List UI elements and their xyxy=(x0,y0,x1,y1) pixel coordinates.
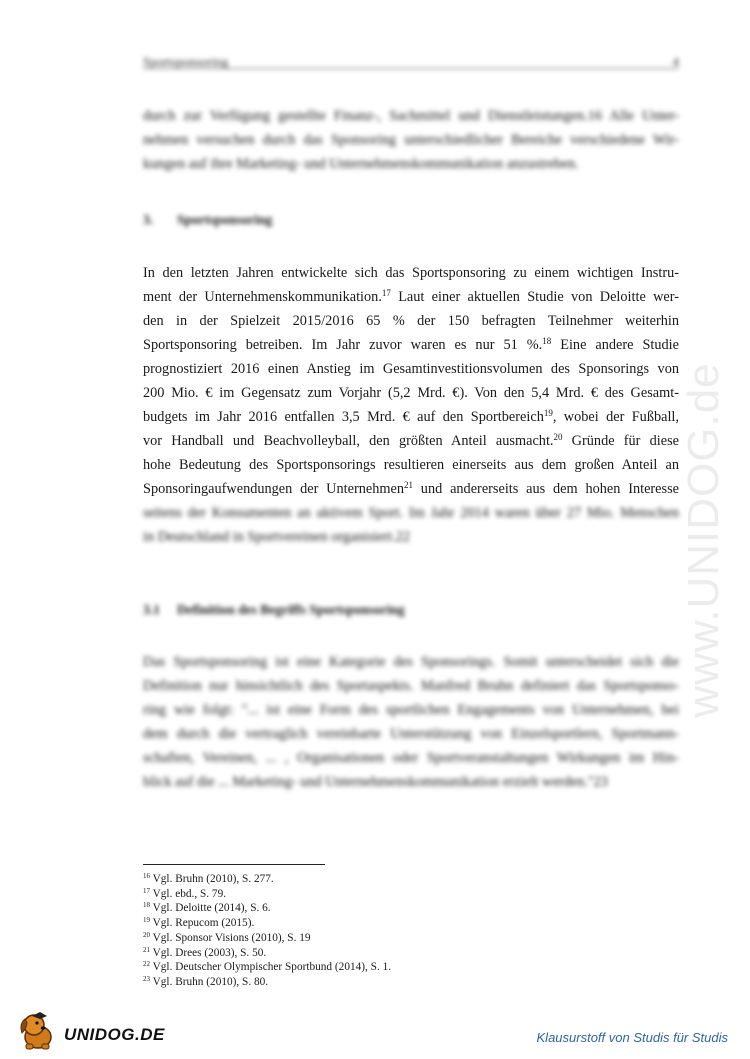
body-paragraph xyxy=(143,261,679,501)
footnote: $^{16}$ Vgl. Bruhn (2010), S. 277. xyxy=(143,872,274,885)
footnote-ref: 20 xyxy=(553,432,563,442)
intro-line: kungen auf ihre Marketing- und Unternehmenskommunikation anzustreben. xyxy=(143,156,579,172)
blurred-continuation xyxy=(143,501,679,549)
unidog-logo[interactable] xyxy=(14,1010,164,1050)
body-line: vor Handball und Beachvolleyball, den größten Anteil ausmacht.$^{20}$ Gründe für diese xyxy=(143,432,679,449)
running-header xyxy=(143,54,679,70)
body-line: 200 Mio. € im Gegensatz zum Vorjahr (5,2 Mrd. €). Von den 5,4 Mrd. € des Gesamt- xyxy=(143,385,679,401)
body-line: den in der Spielzeit 2015/2016 65 % der 150 befragten Teilnehmer weiterhin xyxy=(143,313,679,329)
body-line: Definition nur hinsichtlich des Sportaspekts. Manfred Bruhn definiert das Sportsponso- xyxy=(143,678,679,694)
section-title: Definition des Begriffs Sportsponsoring xyxy=(177,602,405,617)
watermark: www.UNIDOG.de xyxy=(679,362,728,718)
body-line: Das Sportsponsoring ist eine Kategorie des Sponsorings. Somit unterscheidet sich die xyxy=(143,654,679,670)
header-rule xyxy=(143,68,679,69)
section-heading-3-1 xyxy=(143,602,405,618)
body-line: seitens der Konsumenten an aktivem Sport. Im Jahr 2014 waren über 27 Mio. Menschen xyxy=(143,505,679,521)
footnote-ref: 19 xyxy=(543,408,553,418)
logo-text: UNIDOG.DE xyxy=(64,1025,165,1044)
intro-line: durch zur Verfügung gestellte Finanz-, Sachmittel und Dienstleistungen.16 Alle Unter- xyxy=(143,108,679,124)
footnote: $^{20}$ Vgl. Sponsor Visions (2010), S. 19 xyxy=(143,930,311,944)
section-heading-3 xyxy=(143,212,272,228)
intro-paragraph xyxy=(143,104,679,176)
footnotes xyxy=(143,872,543,990)
body-line: ment der Unternehmenskommunikation.$^{17}$ Laut einer aktuellen Studie von Deloitte wer- xyxy=(143,288,679,305)
footnote: $^{21}$ Vgl. Drees (2003), S. 50. xyxy=(143,945,267,959)
body-line: dem durch die vertraglich vereinbarte Unterstützung von Einzelsportlern, Sportmann- xyxy=(143,726,679,742)
section-number: 3.1 xyxy=(143,602,160,617)
body-line: budgets im Jahr 2016 entfallen 3,5 Mrd. € auf den Sportbereich$^{19}$, wobei der Fußball, xyxy=(143,408,679,425)
footnote: $^{19}$ Vgl. Repucom (2015). xyxy=(143,916,255,930)
body-line: prognostiziert 2016 einen Anstieg im Gesamtinvestitionsvolumen des Sponsorings von xyxy=(143,361,679,377)
section-title: Sportsponsoring xyxy=(177,212,273,227)
body-line: in Deutschland in Sportvereinen organisiert.22 xyxy=(143,529,410,545)
footnote: $^{22}$ Vgl. Deutscher Olympischer Sportbund (2014), S. 1. xyxy=(143,960,392,974)
footnote: $^{18}$ Vgl. Deloitte (2014), S. 6. xyxy=(143,901,271,915)
footnote: $^{23}$ Vgl. Bruhn (2010), S. 80. xyxy=(143,974,269,988)
body-line: Sponsoringaufwendungen der Unternehmen$^{21}$ und andererseits aus dem hohen Interesse xyxy=(143,480,680,497)
header-title: Sportsponsoring xyxy=(143,54,229,69)
footnote-rule xyxy=(143,864,325,865)
body-line: Sportsponsoring betreiben. Im Jahr zuvor waren es nur 51 %.$^{18}$ Eine andere Studie xyxy=(143,336,680,353)
intro-line: nehmen versuchen durch das Sponsoring unterschiedlicher Bereiche verschiedene Wir- xyxy=(143,132,679,148)
footnote: $^{17}$ Vgl. ebd., S. 79. xyxy=(143,886,227,900)
body-line: ring wie folgt: "... ist eine Form des sportlichen Engagements von Unternehmen, bei xyxy=(143,702,679,718)
tagline: Klausurstoff von Studis für Studis xyxy=(536,1030,728,1045)
body-line: schaften, Vereinen, ... , Organisationen oder Sportveranstaltungen Wirkungen im Hin- xyxy=(143,750,679,766)
body-line: blick auf die ... Marketing- und Unternehmenskommunikation erzielt werden."23 xyxy=(143,774,608,790)
footnote-ref: 21 xyxy=(404,480,413,490)
dog-mascot-icon xyxy=(14,1010,64,1052)
page-number: 4 xyxy=(672,54,679,69)
body-line: In den letzten Jahren entwickelte sich das Sportsponsoring zu einem wichtigen Instru- xyxy=(143,265,679,281)
definition-paragraph xyxy=(143,650,679,794)
footnote-ref: 17 xyxy=(381,288,391,298)
footnote-ref: 18 xyxy=(542,336,552,346)
section-number: 3. xyxy=(143,212,154,227)
body-line: hohe Bedeutung des Sportsponsorings resultieren einerseits aus dem großen Anteil an xyxy=(143,457,679,473)
